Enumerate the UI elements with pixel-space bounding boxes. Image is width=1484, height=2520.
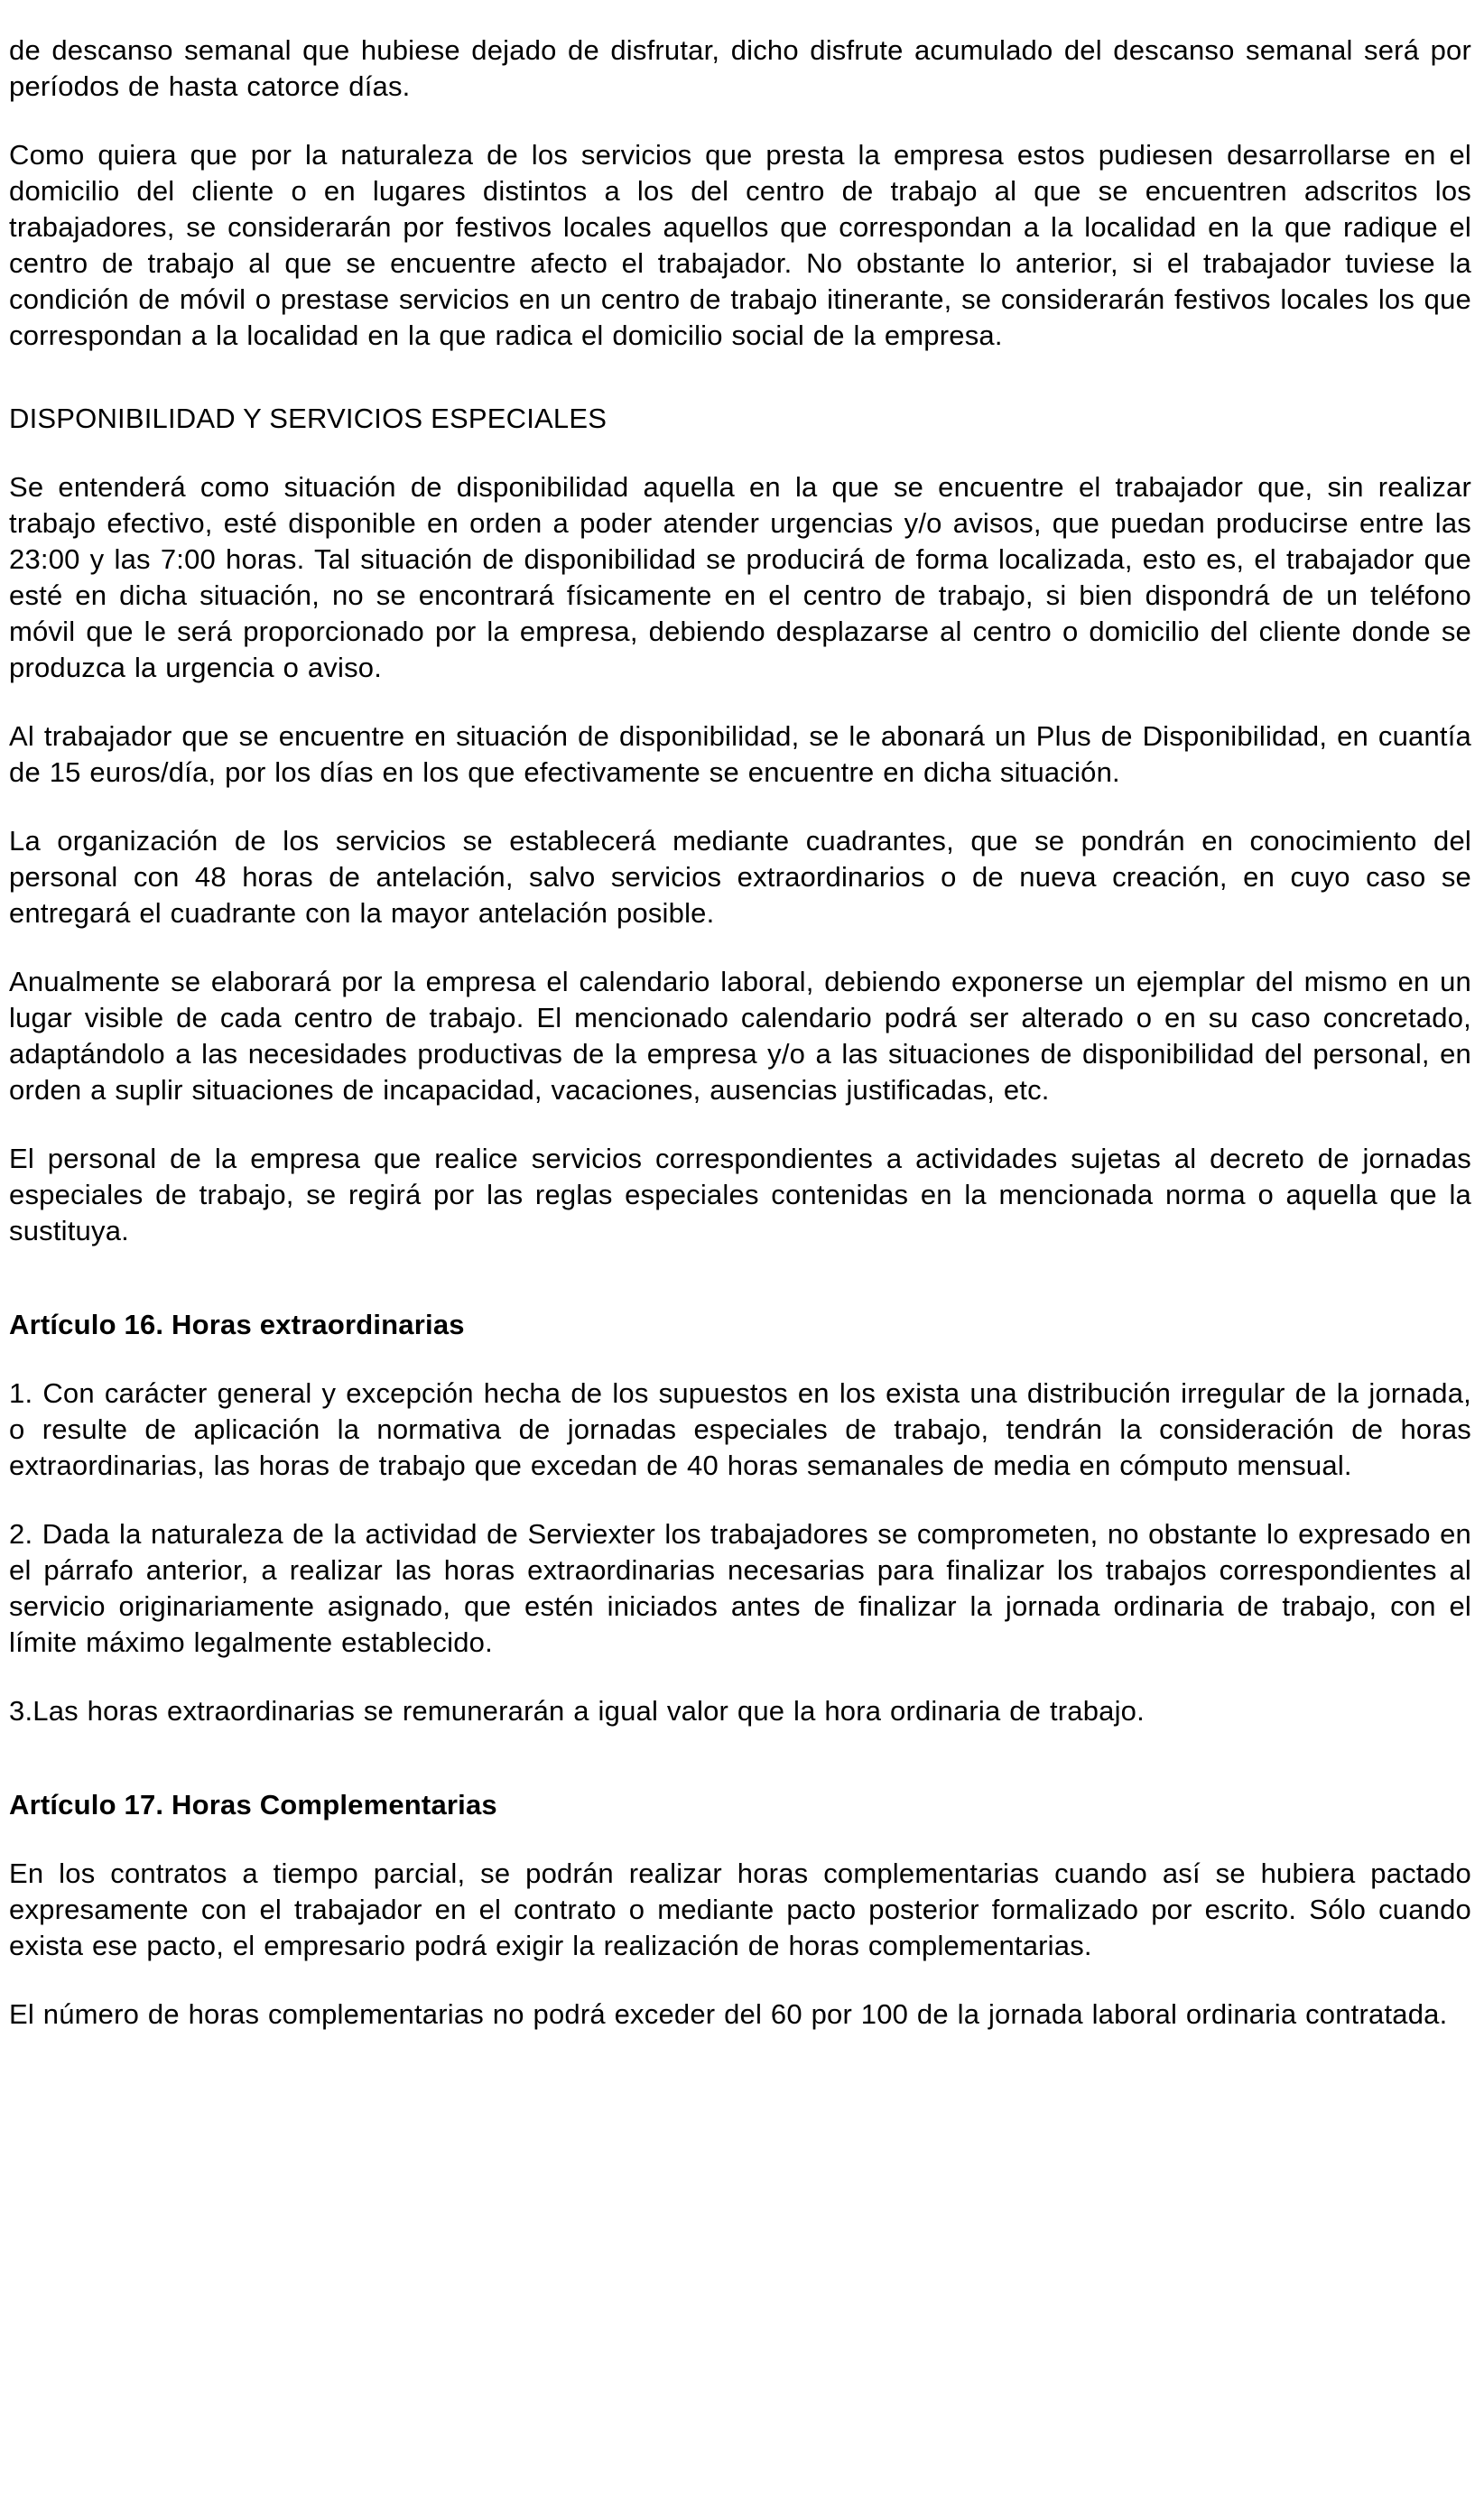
paragraph-situacion-disponibilidad: Se entenderá como situación de disponibilidad aquella en la que se encuentre el trabajador que, sin realizar trabajo efectivo, esté disponible en orden a poder atender urgencias y/o avisos, que puedan producirse entre las 23:00 y las 7:00 horas. Tal situación de disponibilidad se producirá de forma localizada, esto es, el trabajador que esté en dicha situación, no se encontrará físicamente en el centro de trabajo, si bien dispondrá de un teléfono móvil que le será proporcionado por la empresa, debiendo desplazarse al centro o domicilio del cliente donde se produzca la urgencia o aviso. bbox=[9, 471, 1471, 683]
paragraph-articulo-16-punto-3: 3.Las horas extraordinarias se remunerarán a igual valor que la hora ordinaria de trabajo. bbox=[9, 1695, 1145, 1727]
paragraph-articulo-17-contratos-tiempo-parcial: En los contratos a tiempo parcial, se podrán realizar horas complementarias cuando así se hubiera pactado expresamente con el trabajador en el contrato o mediante pacto posterior formalizado por escrito. Sólo cuando exista ese pacto, el empresario podrá exigir la realización de horas complementarias. bbox=[9, 1858, 1471, 1961]
paragraph-organizacion-servicios-cuadrantes: La organización de los servicios se establecerá mediante cuadrantes, que se pondrán en conocimiento del personal con 48 horas de antelación, salvo servicios extraordinarios o de nueva creación, en cuyo caso se entregará el cuadrante con la mayor antelación posible. bbox=[9, 825, 1471, 929]
article-17-heading-horas-complementarias: Artículo 17. Horas Complementarias bbox=[9, 1789, 497, 1821]
paragraph-calendario-laboral: Anualmente se elaborará por la empresa el calendario laboral, debiendo exponerse un ejemplar del mismo en un lugar visible de cada centro de trabajo. El mencionado calendario podrá ser alterado o en su caso concretado, adaptándolo a las necesidades productivas de la empresa y/o a las situaciones de disponibilidad del personal, en orden a suplir situaciones de incapacidad, vacaciones, ausencias justificadas, etc. bbox=[9, 966, 1471, 1106]
paragraph-articulo-16-punto-1: 1. Con carácter general y excepción hecha de los supuestos en los exista una distribución irregular de la jornada, o resulte de aplicación la normativa de jornadas especiales de trabajo, tendrán la consideración de horas extraordinarias, las horas de trabajo que excedan de 40 horas semanales de media en cómputo mensual. bbox=[9, 1377, 1471, 1481]
paragraph-articulo-16-punto-2: 2. Dada la naturaleza de la actividad de Serviexter los trabajadores se comprometen, no obstante lo expresado en el párrafo anterior, a realizar las horas extraordinarias necesarias para finalizar los trabajos correspondientes al servicio originariamente asignado, que estén iniciados antes de finalizar la jornada ordinaria de trabajo, con el límite máximo legalmente establecido. bbox=[9, 1518, 1471, 1658]
paragraph-festivos-locales: Como quiera que por la naturaleza de los servicios que presta la empresa estos pudiesen desarrollarse en el domicilio del cliente o en lugares distintos a los del centro de trabajo al que se encuentren adscritos los trabajadores, se considerarán por festivos locales aquellos que correspondan a la localidad en la que radique el centro de trabajo al que se encuentre afecto el trabajador. No obstante lo anterior, si el trabajador tuviese la condición de móvil o prestase servicios en un centro de trabajo itinerante, se considerarán festivos locales los que correspondan a la localidad en la que radica el domicilio social de la empresa. bbox=[9, 139, 1471, 351]
paragraph-articulo-17-limite-60-por-100: El número de horas complementarias no podrá exceder del 60 por 100 de la jornada laboral ordinaria contratada. bbox=[9, 1998, 1448, 2030]
article-16-heading-horas-extraordinarias: Artículo 16. Horas extraordinarias bbox=[9, 1309, 465, 1340]
section-heading-disponibilidad-y-servicios-especiales: DISPONIBILIDAD Y SERVICIOS ESPECIALES bbox=[9, 403, 608, 434]
paragraph-plus-disponibilidad: Al trabajador que se encuentre en situación de disponibilidad, se le abonará un Plus de Disponibilidad, en cuantía de 15 euros/día, por los días en los que efectivamente se encuentre en dicha situación. bbox=[9, 720, 1471, 788]
paragraph-descanso-semanal: de descanso semanal que hubiese dejado de disfrutar, dicho disfrute acumulado del descanso semanal será por períodos de hasta catorce días. bbox=[9, 34, 1471, 102]
paragraph-jornadas-especiales: El personal de la empresa que realice servicios correspondientes a actividades sujetas al decreto de jornadas especiales de trabajo, se regirá por las reglas especiales contenidas en la mencionada norma o aquella que la sustituya. bbox=[9, 1143, 1471, 1246]
